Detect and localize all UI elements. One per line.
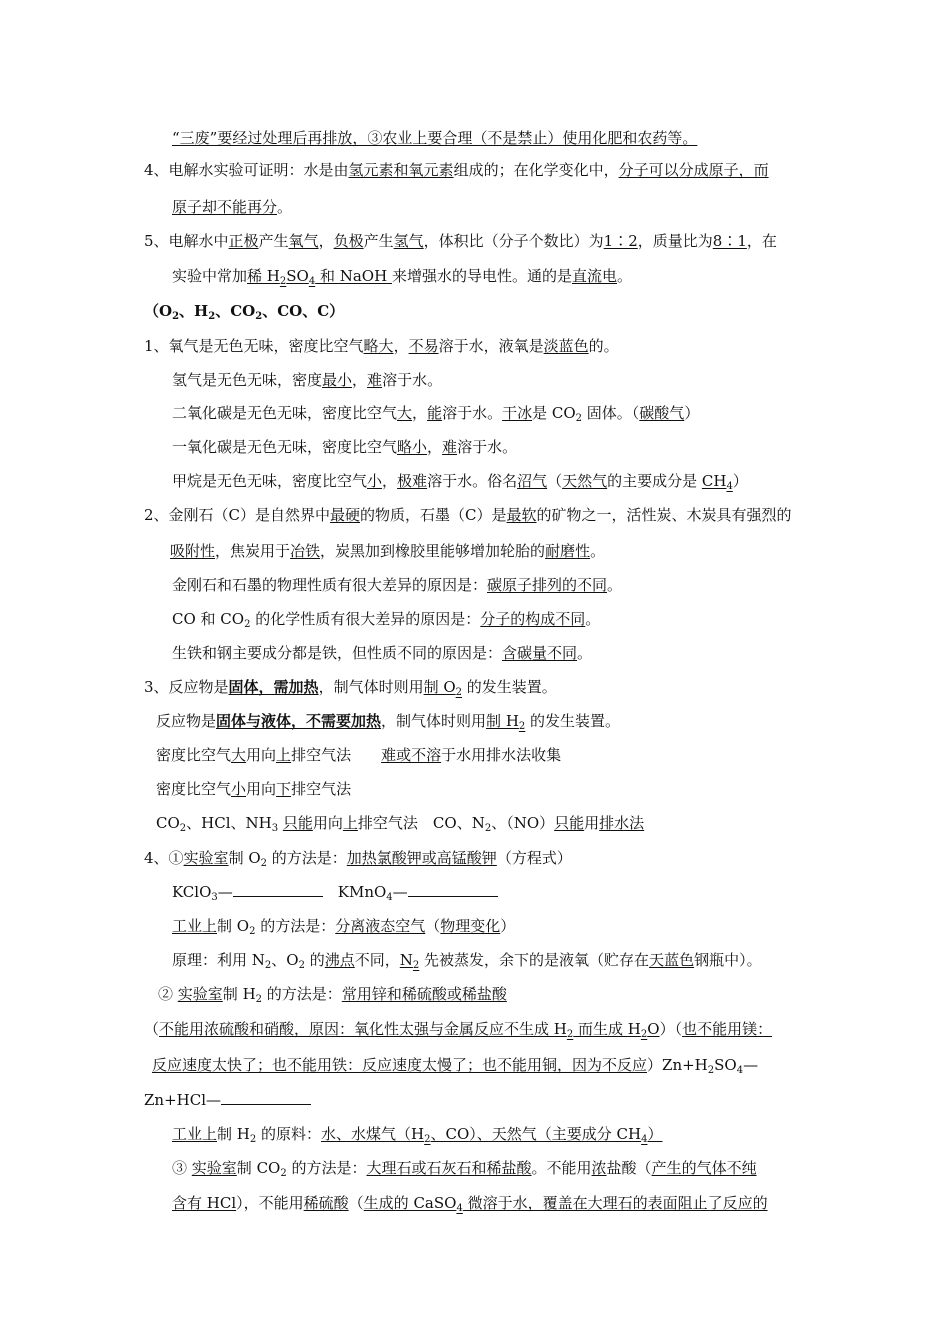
text-segment: 的物质，石墨（C）是 [360, 506, 507, 524]
text-segment: 难或不溶 [381, 746, 442, 764]
text-segment: 难 [367, 371, 383, 389]
text-line [172, 643, 592, 663]
text-segment: KMnO [322, 883, 387, 901]
text-segment: 、CO、C） [262, 302, 345, 320]
text-line [172, 197, 292, 217]
text-segment: 排空气法 [291, 780, 352, 798]
text-segment: 。 [577, 644, 593, 662]
text-segment: 反应速度太快了；也不能用铁：反应速度太慢了；也不能用铜，因为不反应 [152, 1056, 648, 1074]
text-segment: 2、金刚石（C）是自然界中 [144, 506, 331, 524]
text-segment: 制 H [486, 712, 519, 730]
text-segment: 的方法是： [262, 985, 342, 1003]
text-segment: 。 [277, 198, 293, 216]
text-segment: 4、电解水实验可证明：水是由 [144, 161, 349, 179]
text-segment: 、（NO） [491, 814, 555, 832]
text-segment: 产生 [258, 232, 289, 250]
text-segment: 排空气法 [291, 746, 382, 764]
text-segment: 冶铁 [290, 542, 321, 560]
text-segment: 、HCl、NH [186, 814, 272, 832]
text-segment: 淡蓝色 [543, 337, 589, 355]
text-segment: ③ [172, 1159, 192, 1177]
text-segment: 耐磨性 [545, 542, 591, 560]
subscript: 2 [424, 1134, 431, 1145]
subscript: 2 [255, 994, 263, 1005]
text-segment: 分子可以分成原子，而 [618, 161, 769, 179]
text-segment: 沼气 [517, 472, 548, 490]
text-segment: SO [286, 267, 309, 285]
text-segment: ，在 [746, 232, 777, 250]
subscript: 2 [640, 1029, 648, 1040]
text-segment: ），不能用 [236, 1194, 304, 1212]
subscript: 2 [455, 687, 463, 698]
text-segment: 沸点 [324, 951, 355, 969]
text-segment: 负极 [333, 232, 364, 250]
text-segment: 甲烷是无色无味，密度比空气 [172, 472, 368, 490]
text-segment: 、O [271, 951, 299, 969]
text-segment: ， [412, 404, 428, 422]
subscript: 2 [280, 1168, 287, 1179]
text-segment: CO 和 CO [172, 610, 245, 628]
text-line [172, 370, 442, 390]
subscript: 2 [707, 1065, 715, 1076]
text-segment: SO [714, 1056, 737, 1074]
text-segment: 排空气法 CO、N [357, 814, 485, 832]
text-line [172, 1193, 768, 1213]
text-segment: ） [647, 1125, 663, 1143]
text-segment: 。 [585, 610, 601, 628]
subscript: 2 [208, 311, 216, 322]
text-line [144, 677, 557, 697]
text-segment: 金刚石和石墨的物理性质有很大差异的原因是： [172, 576, 488, 594]
text-segment: 的方法是： [255, 917, 336, 935]
text-segment: 天蓝色 [649, 951, 695, 969]
text-line [144, 160, 769, 180]
text-segment: 工业上 [172, 1125, 218, 1143]
text-segment: N [399, 951, 413, 969]
text-segment: 略大 [363, 337, 394, 355]
text-segment: 的发生装置。 [525, 712, 621, 730]
text-segment: ，制气体时则用 [381, 712, 487, 730]
text-segment: ）Zn+H [647, 1056, 708, 1074]
text-segment: ，体积比（分子个数比）为 [423, 232, 604, 250]
subscript: 3 [271, 823, 279, 834]
text-segment: 。 [590, 542, 606, 560]
subscript: 2 [244, 619, 251, 630]
text-segment: 极难 [397, 472, 428, 490]
text-segment: 工业上 [172, 917, 218, 935]
text-line [156, 813, 644, 833]
text-segment: 不能用浓硫酸和硝酸，原因：氧化性太强与金属反应不生成 H [159, 1020, 567, 1038]
text-segment: 小 [231, 780, 247, 798]
text-segment: 生成的 CaSO [363, 1194, 457, 1212]
text-segment: （ [547, 472, 563, 490]
text-segment: 稀 H [247, 267, 280, 285]
text-segment: 天然气 [562, 472, 608, 490]
text-segment: 制 CO [236, 1159, 281, 1177]
text-segment: 制 O [217, 917, 250, 935]
answer-blank[interactable] [221, 1090, 311, 1105]
subscript: 2 [484, 823, 492, 834]
text-segment: 。 [617, 267, 633, 285]
text-segment: 的矿物之一，活性炭、木炭具有强烈的 [536, 506, 792, 524]
subscript: 3 [211, 892, 218, 903]
text-line [156, 779, 351, 799]
text-segment: ， [382, 472, 398, 490]
text-segment: （O [144, 302, 173, 320]
text-segment: 氧气 [288, 232, 319, 250]
section-heading [144, 301, 344, 321]
text-line [144, 231, 777, 251]
text-segment: 来增强水的导电性。通的是 [391, 267, 572, 285]
answer-blank[interactable] [408, 882, 498, 897]
text-segment: 氢气是无色无味，密度 [172, 371, 323, 389]
text-segment: 5、电解水中 [144, 232, 229, 250]
subscript: 2 [518, 721, 526, 732]
text-segment: 碳酸气 [639, 404, 685, 422]
text-segment: 生铁和钢主要成分都是铁，但性质不同的原因是： [172, 644, 503, 662]
subscript: 2 [249, 926, 256, 937]
text-segment: 实验室 [183, 849, 229, 867]
text-segment: 稀硫酸 [303, 1194, 349, 1212]
subscript: 4 [726, 481, 733, 492]
subscript: 2 [298, 960, 305, 971]
text-segment: 制 O [423, 678, 456, 696]
text-segment: ， [393, 337, 409, 355]
text-segment: 的方法是： [267, 849, 347, 867]
text-segment: 用向 [246, 746, 277, 764]
text-segment: CO [156, 814, 180, 832]
text-segment: — [217, 883, 233, 901]
text-line [172, 128, 697, 148]
text-segment: 实验中常加 [172, 267, 248, 285]
text-segment: 制 O [228, 849, 261, 867]
text-segment: 溶于水。 [382, 371, 443, 389]
subscript: 2 [179, 823, 187, 834]
text-segment: 是 CO [532, 404, 576, 422]
text-segment: 而生成 H [573, 1020, 641, 1038]
text-segment: 。 [607, 576, 623, 594]
text-segment: 物理变化 [440, 917, 501, 935]
text-segment: 用向 [312, 814, 343, 832]
subscript: 2 [260, 858, 268, 869]
subscript: 4 [456, 1203, 463, 1214]
text-segment: 大理石或石灰石和稀盐酸 [366, 1159, 532, 1177]
text-segment: 的原料： [256, 1125, 322, 1143]
text-segment: （ [425, 917, 441, 935]
text-segment: ，炭黑加到橡胶里能够增加轮胎的 [320, 542, 546, 560]
text-segment: （ [348, 1194, 364, 1212]
text-segment: 实验室 [191, 1159, 237, 1177]
text-segment: — [743, 1056, 759, 1074]
text-segment: 盐酸（ [606, 1159, 652, 1177]
text-segment: 分离液态空气 [335, 917, 426, 935]
text-segment: 固体与液体，不需要加热 [216, 712, 382, 730]
text-segment: ） [684, 404, 700, 422]
text-segment: CH [701, 472, 727, 490]
text-line [144, 1019, 772, 1039]
subscript: 4 [641, 1134, 648, 1145]
subscript: 2 [279, 276, 287, 287]
text-segment: 的主要成分是 [607, 472, 702, 490]
text-segment: 1∶2 [603, 232, 638, 250]
text-segment: 1、氧气是无色无味，密度比空气 [144, 337, 364, 355]
text-segment: 小 [367, 472, 383, 490]
text-segment: O [647, 1020, 660, 1038]
text-line [144, 336, 619, 356]
text-line [158, 984, 507, 1004]
text-line [144, 848, 572, 868]
text-line [172, 950, 762, 970]
text-segment: 含有 HCl [172, 1194, 237, 1212]
text-segment: 固体，需加热 [228, 678, 319, 696]
subscript: 4 [736, 1065, 744, 1076]
text-segment: — [392, 883, 408, 901]
text-segment: 密度比空气 [156, 746, 232, 764]
text-line [152, 1055, 758, 1075]
text-segment: 也不能用镁： [682, 1020, 773, 1038]
text-segment: 直流电 [571, 267, 617, 285]
text-line [172, 575, 622, 595]
text-segment: 4、① [144, 849, 184, 867]
subscript: 2 [249, 1134, 257, 1145]
text-segment: 氢元素和氧元素 [348, 161, 454, 179]
text-segment: ） [500, 917, 516, 935]
text-segment: 。不能用 [531, 1159, 592, 1177]
text-segment: 最硬 [330, 506, 361, 524]
subscript: 2 [172, 311, 180, 322]
text-segment: 原子却不能再分 [172, 198, 278, 216]
text-segment: ， [318, 232, 334, 250]
text-line [172, 1124, 663, 1144]
text-segment: 下 [276, 780, 292, 798]
text-segment: 、H [179, 302, 209, 320]
text-segment: KClO [172, 883, 212, 901]
text-segment: 的化学性质有很大差异的原因是： [250, 610, 481, 628]
text-segment: ，质量比为 [637, 232, 713, 250]
text-segment: ，焦炭用于 [215, 542, 291, 560]
subscript: 2 [566, 1029, 574, 1040]
text-segment: 略小 [397, 438, 428, 456]
text-segment: 分子的构成不同 [480, 610, 586, 628]
text-segment: 一氧化碳是无色无味，密度比空气 [172, 438, 398, 456]
text-segment: （方程式） [496, 849, 572, 867]
text-segment: ， [427, 438, 443, 456]
text-segment: 不同， [354, 951, 400, 969]
text-line [144, 505, 792, 525]
text-segment: ）（ [659, 1020, 683, 1038]
text-segment: 组成的；在化学变化中， [453, 161, 619, 179]
subscript: 2 [255, 311, 263, 322]
text-segment: ② [158, 985, 178, 1003]
text-line [172, 471, 748, 491]
text-segment: 制 H [222, 985, 256, 1003]
text-segment: 产生 [363, 232, 394, 250]
text-segment: 二氧化碳是无色无味，密度比空气 [172, 404, 398, 422]
text-segment: 溶于水。俗名 [427, 472, 518, 490]
text-line [172, 403, 699, 423]
text-segment: 上 [276, 746, 292, 764]
text-segment: 干冰 [502, 404, 533, 422]
text-segment: 用向 [246, 780, 277, 798]
text-segment: ， [352, 371, 368, 389]
answer-blank[interactable] [233, 882, 323, 897]
text-segment: 含碳量不同 [502, 644, 578, 662]
text-segment: 正极 [228, 232, 259, 250]
text-line [172, 609, 600, 629]
text-segment: 微溶于水，覆盖在大理石的表面阻止了反应的 [462, 1194, 768, 1212]
text-segment: 排水法 [599, 814, 645, 832]
text-segment: 吸附性 [170, 542, 216, 560]
text-segment: 的。 [588, 337, 619, 355]
text-segment: 水、水煤气（H [321, 1125, 425, 1143]
text-line [172, 437, 517, 457]
text-line [172, 916, 515, 936]
text-line [144, 1090, 311, 1110]
subscript: 2 [412, 960, 420, 971]
text-line [156, 711, 620, 731]
text-segment: 只能 [282, 814, 313, 832]
text-segment: 先被蒸发，余下的是液氧（贮存在 [419, 951, 650, 969]
text-line [170, 541, 605, 561]
text-segment: 的方法是： [286, 1159, 367, 1177]
text-line [172, 1158, 757, 1178]
text-segment: 大 [231, 746, 247, 764]
text-segment: 最软 [506, 506, 537, 524]
text-segment: 原理：利用 N [172, 951, 265, 969]
text-segment: 和 NaOH [315, 267, 392, 285]
subscript: 2 [575, 413, 583, 424]
text-segment: 只能 [554, 814, 585, 832]
text-line [172, 266, 632, 286]
text-segment: 碳原子排列的不同 [487, 576, 608, 594]
text-segment: 不易 [408, 337, 439, 355]
text-segment: 最小 [322, 371, 353, 389]
text-line [172, 882, 498, 902]
text-segment: 8∶1 [712, 232, 747, 250]
text-segment: 的 [304, 951, 325, 969]
subscript: 4 [386, 892, 393, 903]
text-segment: 溶于水，液氧是 [438, 337, 544, 355]
text-segment: 制 H [217, 1125, 250, 1143]
text-segment: 浓 [591, 1159, 607, 1177]
text-segment: 于水用排水法收集 [441, 746, 562, 764]
text-segment: ，制气体时则用 [318, 678, 424, 696]
text-segment: （ [144, 1020, 160, 1038]
text-segment: 反应物是 [156, 712, 217, 730]
text-segment: 溶于水。 [442, 404, 503, 422]
text-segment: 上 [342, 814, 358, 832]
text-segment: 产生的气体不纯 [651, 1159, 757, 1177]
text-segment: 实验室 [177, 985, 223, 1003]
text-segment: 、CO）、天然气（主要成分 CH [430, 1125, 642, 1143]
text-segment: 加热氯酸钾或高锰酸钾 [346, 849, 497, 867]
text-line [156, 745, 561, 765]
text-segment: 常用锌和稀硫酸或稀盐酸 [341, 985, 507, 1003]
text-segment: 3、反应物是 [144, 678, 229, 696]
text-segment: 密度比空气 [156, 780, 232, 798]
text-segment: 难 [442, 438, 458, 456]
text-segment: 溶于水。 [457, 438, 518, 456]
text-segment: 用 [584, 814, 600, 832]
subscript: 4 [308, 276, 316, 287]
text-segment: ） [732, 472, 748, 490]
text-segment: 能 [427, 404, 443, 422]
text-segment: 、CO [215, 302, 256, 320]
text-segment: Zn+HCl— [144, 1091, 222, 1109]
text-segment: 的发生装置。 [462, 678, 557, 696]
text-segment: 钢瓶中）。 [694, 951, 762, 969]
text-segment: 固体。（ [582, 404, 640, 422]
text-segment: “三废”要经过处理后再排放，③农业上要合理（不是禁止）使用化肥和农药等。 [172, 129, 698, 147]
subscript: 2 [264, 960, 272, 971]
text-segment: 氢气 [393, 232, 424, 250]
text-segment: 大 [397, 404, 413, 422]
